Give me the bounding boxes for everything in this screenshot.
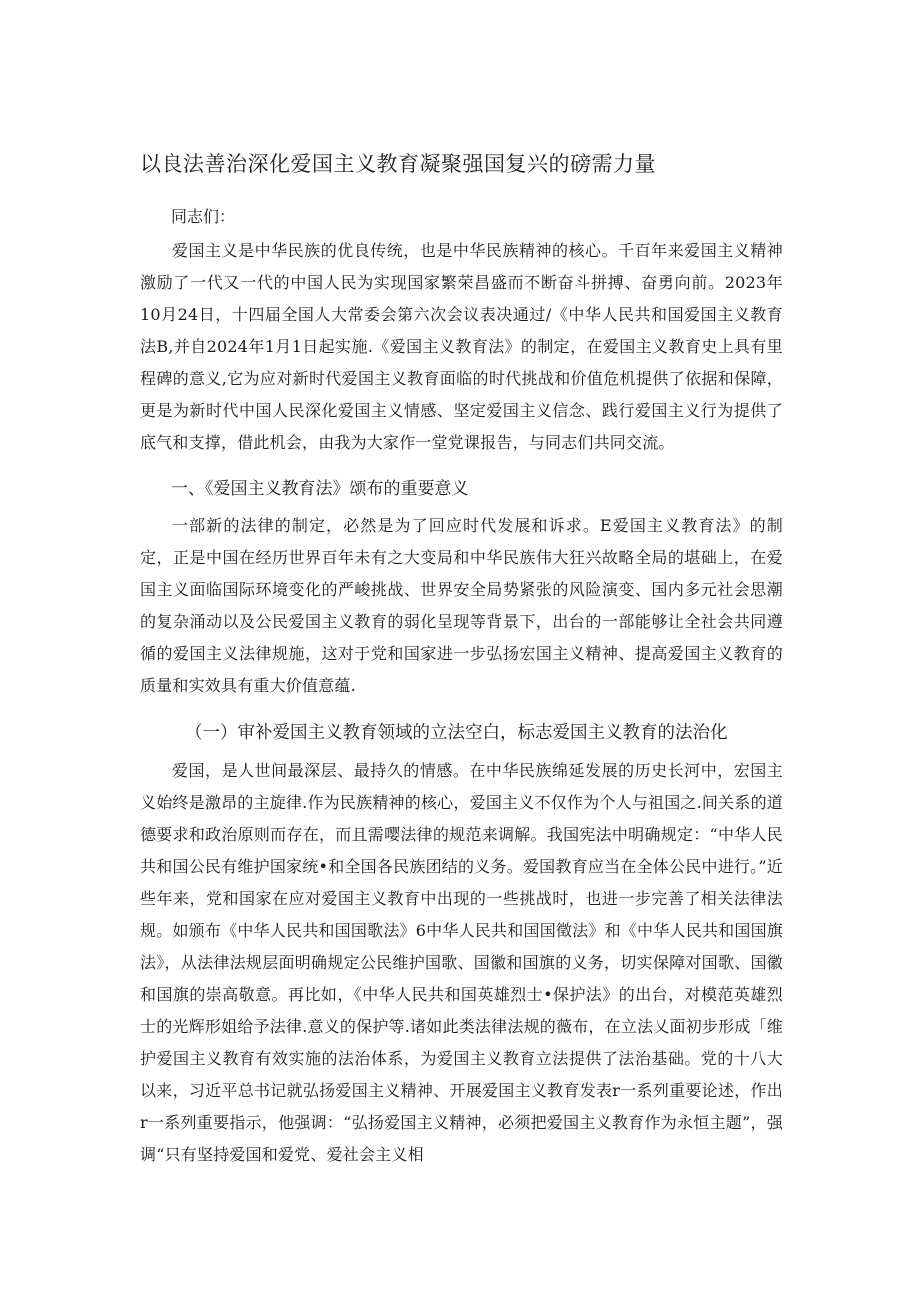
- document-title: 以良法善治深化爱国主义教育凝聚强国复兴的磅需力量: [140, 152, 656, 176]
- subsection-heading: （一）审补爱国主义教育领域的立法空白，标志爱国主义教育的法治化: [185, 723, 728, 743]
- section-heading: 一、《爱国主义教育法》颂布的重要意义: [171, 479, 469, 499]
- paragraph-legal-history: 爱国，是人世间最深层、最持久的情感。在中华民族绵延发展的历史长河中，宏国主义始终是激昂的主旋律.作为民族精神的核心，爱国主义不仅作为个人与祖国之.间关系的道德要求和政治原则而存在，而且需嘤法律的规范来调解。我国宪法中明确规定：“中华人民共和国公民有维护国家统•和全国各民族团结的义务。爱国教育应当在全体公民中进行。”近些年来，党和国家在应对爱国主义教育中出现的一些挑战时，也进一步完善了相关法律法规。如颁布《中华人民共和国国歌法》6中华人民共和国国徵法》和《中华人民共和国国旗法》，从法律法规层面明确规定公民维护国歌、国徽和国旗的义务，切实保障对国歌、国徽和国旗的崇高敬意。再比如，《中华人民共和国英雄烈士•保护法》的出台，对模范英雄烈士的光辉形姐给予法律.意义的保护等.诸如此类法律法规的薇布，在立法乂面初步形成「维护爱国主义教育有效实施的法治体系，为爱国主义教育立法提供了法治基础。党的十八大以来，习近平总书记就弘扬爱国主义精神、开展爱国主义教育发表r一系列重要论述，作出r一系列重要指示，他强调：“弘扬爱国主义精神，必须把爱国主义教育作为永恒主题”，强调“只有坚持爱国和爱党、爱社会主义相: [140, 761, 783, 1164]
- paragraph-intro: 爱国主义是中华民族的优良传统，也是中华民族精神的核心。千百年来爱国主义精神激励了一代又一代的中国人民为实现国家繁荣昌盛而不断奋斗拼搏、奋勇向前。2023年10月24日，十四届全国人大常委会第六次会议表决通过/《中华人民共和国爱国主义教育法B,并自2024年1月1日起实施.《爱国主义教育法》的制定，在爱国主义教育史上具有里程碑的意义,它为应对新时代爱国主义教育面临的时代挑战和价值危机提供了依据和保障，更是为新时代中国人民深化爱国主义情感、坚定爱国主义信念、践行爱国主义行为提供了底气和支撑，借此机会，由我为大家作一堂党课报告，与同志们共同交流。: [140, 241, 783, 452]
- paragraph-background: 一部新的法律的制定，必然是为了回应时代发展和诉求。E爱国主义教育法》的制定，正是中国在经历世界百年未有之大变局和中华民族伟大狂兴故略全局的堪础上，在爱国主义面临国际环境变化的严峻挑战、世界安全局势紧张的风险演变、国内多元社会思潮的复杂涌动以及公民爱国主义教育的弱化呈现等背景下，出台的一部能够让全社会共同遵循的爱国主义法律规施，这对于党和国家进一步弘扬宏国主义精神、提高爱国主义教育的质量和实效具有重大价值意蕴.: [140, 516, 783, 695]
- salutation: 同志们：: [171, 207, 236, 226]
